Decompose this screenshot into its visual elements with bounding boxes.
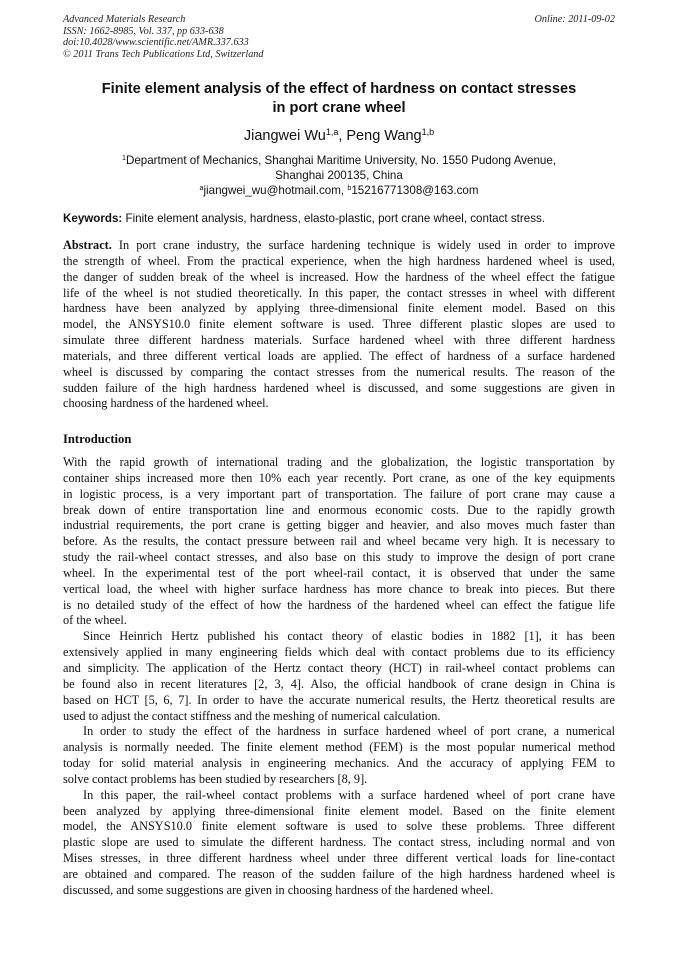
email-line (63, 183, 615, 198)
keywords-text: Finite element analysis, hardness, elasto-plastic, port crane wheel, contact stress. (122, 212, 546, 225)
abstract-line: Abstract. In port crane industry, the surface hardening technique is widely used in order to improve (63, 238, 615, 252)
abstract-line: the danger of sudden break of the wheel is increased. How the hardness of the wheel effect the fatigue (63, 269, 615, 284)
affiliation-line-2: Shanghai 200135, China (275, 169, 403, 182)
intro-line: In this paper, the rail-wheel contact problems with a surface hardened wheel of port crane have (83, 787, 615, 802)
abstract-line: life of the wheel is not studied theoretically. In this paper, the contact stresses in wheel with different (63, 285, 615, 300)
journal-doi: doi:10.4028/www.scientific.net/AMR.337.633 (63, 37, 249, 49)
intro-line: in logistic process, is a very important part of transportation. The failure of port crane may cause a (63, 486, 615, 501)
abstract-paragraph (63, 238, 615, 412)
abstract-line: the strength of wheel. From the practical experience, when the high hardness hardened wheel is used, (63, 253, 615, 268)
journal-copyright: © 2011 Trans Tech Publications Ltd, Switzerland (63, 48, 264, 60)
intro-line: extensively applied in many engineering fields which deal with contact problems due to its efficiency (63, 645, 615, 660)
intro-line: industrial requirements, the port crane is getting bigger and heavier, and also moves much faster than (63, 518, 615, 533)
intro-line: wheel. In the experimental test of the port wheel-rail contact, it is observed that under the same (63, 565, 615, 580)
intro-line: With the rapid growth of international trading and the globalization, the logistic transportation by (63, 455, 615, 469)
affiliation-block (63, 153, 615, 198)
paper-title-line-1: Finite element analysis of the effect of hardness on contact stresses (101, 81, 577, 97)
journal-header (63, 14, 615, 60)
intro-line: is no detailed study of the effect of how the hardness of the hardened wheel can effect the fatigue life (63, 597, 615, 612)
author-list (63, 127, 615, 145)
email-a[interactable]: jiangwei_wu@hotmail.com, (203, 184, 348, 197)
email-b[interactable]: 15216771308@163.com (351, 184, 479, 197)
intro-line: today for solid material analysis in engineering mechanics. And the accuracy of applying FEM to (63, 756, 615, 771)
author-1: Jiangwei Wu (243, 128, 326, 144)
intro-line: study the rail-wheel contact stresses, and also base on this study to improve the design of port crane (63, 550, 615, 565)
abstract-line: model, the ANSYS10.0 finite element software is used. Three different plastic slopes are used to (63, 317, 615, 332)
intro-line: used to adjust the contact stiffness and the meshing of numerical calculation. (63, 708, 441, 723)
intro-line: plastic slope are used to simulate the different hardness. The contact stress, including normal and von (63, 835, 615, 850)
keywords-label: Keywords: (63, 212, 123, 225)
abstract-line: sudden failure of the high hardness hardened wheel is discussed, and some suggestions are given in (63, 380, 615, 395)
journal-issn: ISSN: 1662-8985, Vol. 337, pp 633-638 (63, 25, 224, 37)
abstract-line: materials, and three different vertical loads are applied. The effect of hardness of a surface hardened (63, 348, 615, 363)
intro-line: be found also in recent literatures [2, 3, 4]. Also, the official handbook of crane design in China is (63, 676, 615, 691)
intro-line: before. As the results, the contact pressure between rail and wheel became very high. It is necessary to (63, 534, 615, 549)
author-1-superscript: 1,a (325, 127, 339, 138)
intro-line: and simplicity. The application of the Hertz contact theory (HCT) in rail-wheel contact problems can (63, 660, 615, 675)
author-2: Peng Wang (346, 128, 422, 144)
introduction-body (63, 455, 615, 899)
email-b-mark: b (347, 183, 352, 193)
online-date: Online: 2011-09-02 (534, 14, 615, 25)
abstract-line: hardness have been analyzed by applying three-dimensional finite element model. Based on this (63, 301, 615, 316)
journal-name: Advanced Materials Research (63, 14, 186, 25)
intro-line: analysis is normally needed. The finite element method (FEM) is the most popular numerical method (63, 740, 615, 755)
intro-line: Mises stresses, in three different hardness wheel under three different vertical loads for line-contact (63, 851, 615, 866)
affiliation-line-1: $^1$Department of Mechanics, Shanghai Maritime University, No. 1550 Pudong Avenue, (121, 153, 557, 167)
author-2-superscript: 1,b (421, 127, 435, 138)
intro-line: discussed, and some suggestions are given in choosing hardness of the hardened wheel. (63, 882, 494, 897)
abstract-line: wheel is discussed by comparing the contact stresses from the numerical results. The reason of the (63, 364, 615, 379)
author-separator: , (338, 128, 347, 144)
intro-line: Since Heinrich Hertz published his contact theory of elastic bodies in 1882 [1], it has been (83, 629, 615, 644)
intro-line: vertical load, the wheel with higher surface hardness has more chance to break into pieces. But there (63, 581, 615, 596)
intro-line: model, the ANSYS10.0 finite element software is used to solve these problems. Three different (63, 819, 615, 834)
email-a-mark: a (199, 183, 204, 193)
intro-line: In order to study the effect of the hardness in surface hardened wheel of port crane, a numerical (83, 724, 615, 739)
keywords-line (63, 211, 615, 226)
abstract-line: choosing hardness of the hardened wheel. (63, 396, 269, 411)
intro-line: solve contact problems has been studied by researchers [8, 9]. (63, 771, 368, 786)
paper-title-line-2: in port crane wheel (272, 100, 406, 116)
intro-line: break down of entire transportation line and enormous economic costs. Due to the rapidly growth (63, 502, 615, 517)
affiliation-number: 1 (121, 153, 126, 163)
paper-title (63, 80, 615, 118)
intro-line: container ships increased more then 10% each year recently. Port crane, as one of the key equipments (63, 470, 615, 485)
intro-line: been analyzed by applying three-dimensional finite element model. Based on the finite element (63, 803, 615, 818)
section-heading-introduction: Introduction (63, 432, 132, 446)
abstract-label: Abstract. (63, 238, 112, 252)
abstract-line: simulate three different hardness materials. Surface hardened wheel with three different hardness (63, 333, 615, 348)
intro-line: based on HCT [5, 6, 7]. In order to have the accurate numerical results, the Hertz theoretical results are (63, 692, 615, 707)
intro-line: of the wheel. (63, 613, 127, 628)
intro-line: are obtained and compared. The reason of the sudden failure of the high hardness hardened wheel is (63, 866, 615, 881)
